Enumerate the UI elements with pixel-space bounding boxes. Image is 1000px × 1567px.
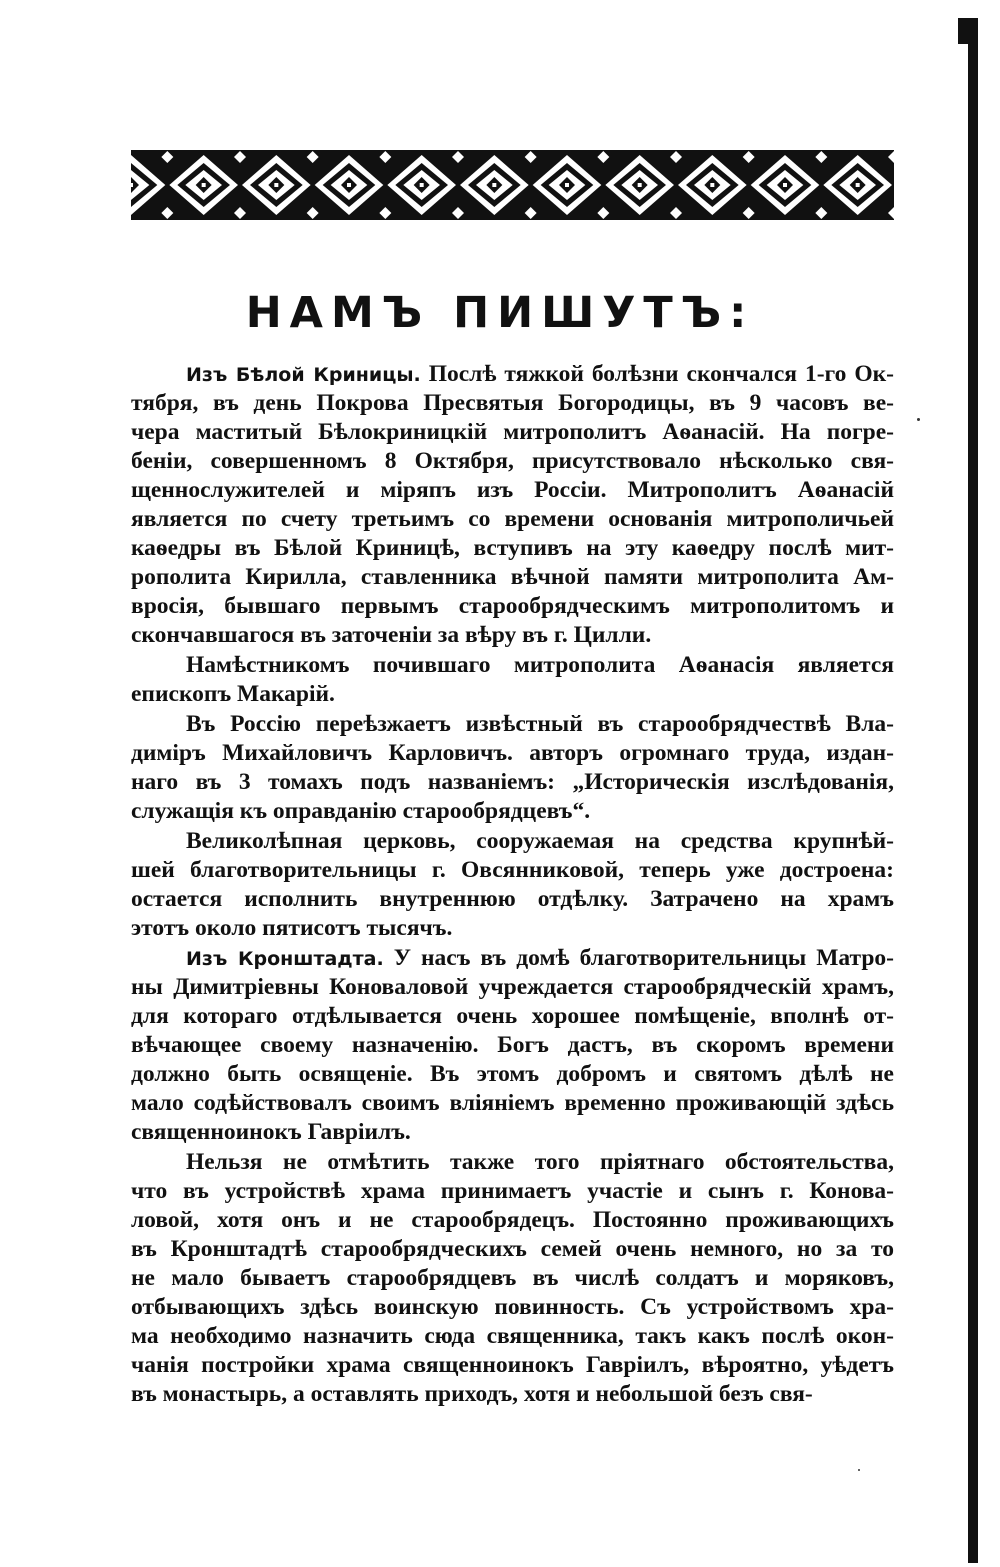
text-line [131, 1235, 894, 1264]
line-text: Великолѣпная церковь, сооружаемая на средства крупнѣй- [186, 828, 894, 854]
line-text: священноинокъ Гавріилъ. [131, 1119, 411, 1145]
text-line [131, 534, 894, 563]
line-text: Въ Россію переѣзжаетъ извѣстный въ старообрядчествѣ Вла- [186, 711, 894, 737]
line-text: не мало бываетъ старообрядцевъ въ числѣ солдатъ и моряковъ, [131, 1265, 894, 1291]
text-line [131, 563, 894, 592]
page-edge-rule [968, 18, 978, 1563]
line-text: чанія постройки храма священноинокъ Гавріилъ, вѣроятно, уѣдетъ [131, 1352, 894, 1378]
line-text: въ монастырь, а оставлять приходъ, хотя и небольшой безъ свя- [131, 1381, 813, 1407]
paragraph [131, 944, 894, 1147]
text-line [131, 944, 894, 973]
line-text: каѳедры въ Бѣлой Криницѣ, вступивъ на эту каѳедру послѣ мит- [131, 535, 894, 561]
text-line [131, 389, 894, 418]
text-line [131, 680, 894, 709]
text-line [131, 827, 894, 856]
line-text: отбывающихъ здѣсь воинскую повинность. Съ устройствомъ хра- [131, 1294, 894, 1320]
ornament-dot [856, 183, 860, 187]
line-text: должно быть освященіе. Въ этомъ добромъ и святомъ дѣлѣ не [131, 1061, 894, 1087]
place-name: Изъ Бѣлой Криницы. [186, 364, 421, 386]
article-body [131, 360, 894, 1410]
line-text: мало содѣйствовалъ своимъ вліяніемъ временно проживающій здѣсь [131, 1090, 894, 1116]
decorative-band [131, 150, 894, 220]
text-line [131, 1206, 894, 1235]
paragraph [131, 1148, 894, 1409]
line-text: епископъ Макарій. [131, 681, 335, 707]
line-text: ловой, хотя онъ и не старообрядецъ. Постоянно проживающихъ [131, 1207, 894, 1233]
page-edge-notch [958, 18, 968, 44]
text-line [131, 1031, 894, 1060]
paragraph [131, 827, 894, 943]
line-text: У насъ въ домѣ благотворительницы Матро- [383, 945, 894, 971]
line-text: для котораго отдѣлывается очень хорошее помѣщеніе, вполнѣ от- [131, 1003, 894, 1029]
text-line [131, 885, 894, 914]
ornament-dot [274, 183, 278, 187]
text-line [131, 505, 894, 534]
line-text: служащія къ оправданію старообрядцевъ“. [131, 798, 591, 824]
line-text: шей благотворительницы г. Овсянниковой, теперь уже достроена: [131, 857, 894, 883]
ornament-dot [131, 183, 133, 187]
text-line [131, 651, 894, 680]
text-line [131, 621, 894, 650]
line-text: чера маститый Бѣлокриницкій митрополитъ Аѳанасій. На погре- [131, 419, 894, 445]
text-line [131, 1293, 894, 1322]
text-line [131, 418, 894, 447]
text-line [131, 1264, 894, 1293]
text-line [131, 1148, 894, 1177]
paragraph [131, 651, 894, 709]
text-line [131, 1060, 894, 1089]
page-heading: НАМЪ ПИШУТЪ: [245, 288, 755, 338]
line-text: рополита Кирилла, ставленника вѣчной памяти митрополита Ам- [131, 564, 894, 590]
line-text: ны Димитріевны Коноваловой учреждается старообрядческій храмъ, [131, 974, 894, 1000]
line-text: въ Кронштадтѣ старообрядческихъ семей очень немного, но за то [131, 1236, 894, 1262]
line-text: щеннослужителей и міряпъ изъ Россіи. Митрополитъ Аѳанасій [131, 477, 894, 503]
ornament-dot [710, 183, 714, 187]
text-line [131, 1118, 894, 1147]
line-text: вѣчающее своему назначенію. Богъ дастъ, въ скоромъ времени [131, 1032, 894, 1058]
text-line [131, 360, 894, 389]
ornament-dot [202, 183, 206, 187]
ornament-dot [565, 183, 569, 187]
text-line [131, 1351, 894, 1380]
text-line [131, 973, 894, 1002]
text-line [131, 476, 894, 505]
line-text: Послѣ тяжкой болѣзни скончался 1-го Ок- [420, 361, 894, 387]
text-line [131, 710, 894, 739]
line-text: скончавшагося въ заточеніи за вѣру въ г. Цилли. [131, 622, 652, 648]
line-text: наго въ 3 томахъ подъ названіемъ: „Историческія изслѣдованія, [131, 769, 894, 795]
line-text: беніи, совершенномъ 8 Октября, присутствовало нѣсколько свя- [131, 448, 894, 474]
line-text: диміръ Михайловичъ Карловичъ. авторъ огромнаго труда, издан- [131, 740, 894, 766]
ornament-dot [347, 183, 351, 187]
paragraph [131, 710, 894, 826]
paragraph [131, 360, 894, 650]
text-line [131, 739, 894, 768]
text-line [131, 447, 894, 476]
ornament-dot [783, 183, 787, 187]
line-text: ма необходимо назначить сюда священника, такъ какъ послѣ окон- [131, 1323, 894, 1349]
text-line [131, 1380, 894, 1409]
line-text: Нельзя не отмѣтить также того пріятнаго обстоятельства, [186, 1149, 894, 1175]
ornament-dot [492, 183, 496, 187]
line-text: является по счету третьимъ со времени основанія митрополичьей [131, 506, 894, 532]
text-line [131, 1089, 894, 1118]
line-text: тября, въ день Покрова Пресвятыя Богородицы, въ 9 часовъ ве- [131, 390, 894, 416]
text-line [131, 914, 894, 943]
text-line [131, 1002, 894, 1031]
line-text: что въ устройствѣ храма принимаетъ участіе и сынъ г. Конова- [131, 1178, 894, 1204]
ornament-dot [638, 183, 642, 187]
text-line [131, 856, 894, 885]
text-line [131, 592, 894, 621]
text-line [131, 797, 894, 826]
text-line [131, 768, 894, 797]
text-line [131, 1322, 894, 1351]
line-text: остается исполнить внутреннюю отдѣлку. Затрачено на храмъ [131, 886, 894, 912]
text-line [131, 1177, 894, 1206]
line-text: этотъ около пятисотъ тысячъ. [131, 915, 453, 941]
line-text: вросія, бывшаго первымъ старообрядческимъ митрополитомъ и [131, 593, 894, 619]
ornament-dot [420, 183, 424, 187]
line-text: Намѣстникомъ почившаго митрополита Аѳанасія является [186, 652, 894, 678]
place-name: Изъ Кронштадта. [186, 948, 384, 970]
